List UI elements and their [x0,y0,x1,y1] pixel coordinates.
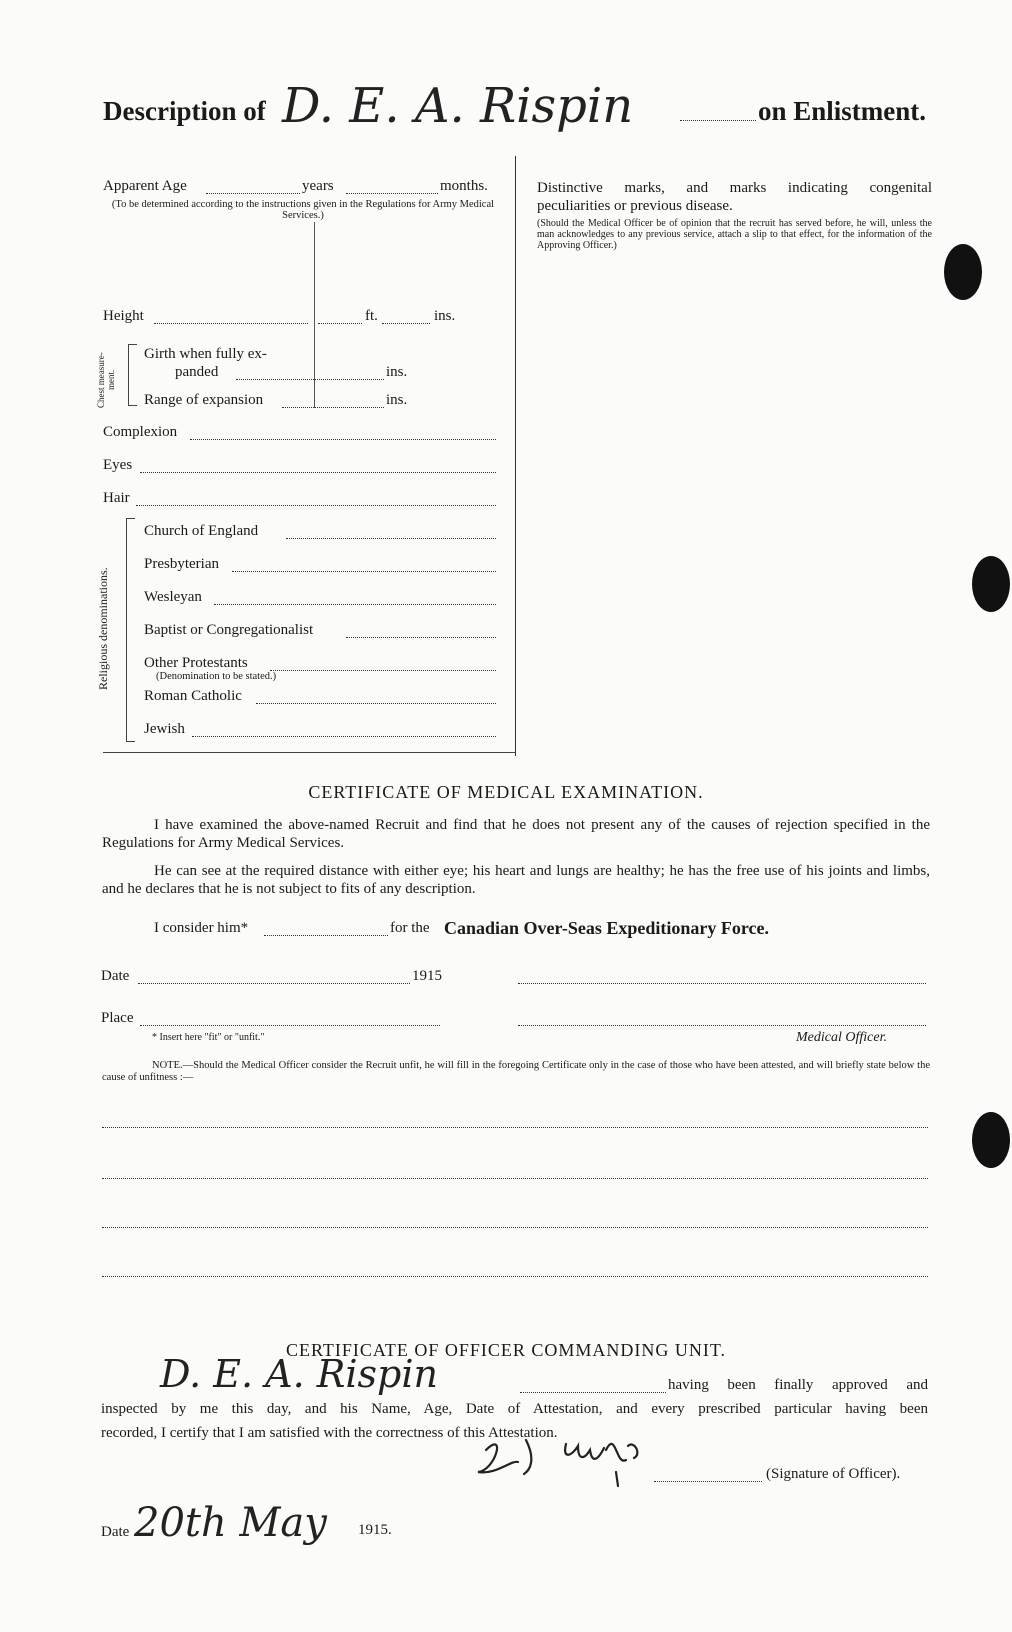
date-year: 1915 [412,968,442,984]
officer-signature-dots-1 [518,983,926,984]
punch-hole [972,556,1010,612]
medical-paragraph-1: I have examined the above-named Recruit and find that he does not present any of the causes of rejection specified in the Regulations for Army Medical Services. [102,817,930,851]
eyes-label: Eyes [103,457,133,473]
consider-label: I consider him* [154,920,249,936]
officer-signature-dots-2 [518,1025,926,1026]
hair-dots [136,505,496,506]
commanding-title: CERTIFICATE OF OFFICER COMMANDING UNIT. [285,1340,727,1360]
medical-paragraph-2: He can see at the required distance with either eye; his heart and lungs are healthy; he has the free use of his joints and limbs, and he declares that he is not subject to fits of any description. [102,863,930,897]
complexion-dots [190,439,496,440]
complexion-label: Complexion [103,424,178,440]
feet-label: ft. [365,308,378,324]
age-note: (To be determined according to the instructions given in the Regulations for Army Medical Services.) [111,199,495,221]
commanding-handwritten-name: D. E. A. Rispin [160,1352,438,1396]
medical-title: CERTIFICATE OF MEDICAL EXAMINATION. [308,782,704,802]
jewish-label: Jewish [144,721,185,737]
baptist-dots [346,637,496,638]
header-prefix: Description of [103,96,266,126]
unfitness-line-4 [102,1276,928,1277]
apparent-age-label: Apparent Age [103,178,187,194]
commanding-date-label: Date [101,1524,130,1540]
unfitness-line-3 [102,1227,928,1228]
inches-label: ins. [434,308,456,324]
other-protestants-label: Other Protestants [144,655,248,671]
girth-label-2: panded [175,364,219,380]
column-divider [515,156,516,756]
range-dots [282,407,384,408]
commanding-line-3: recorded, I certify that I am satisfied with the correctness of this Attestation. [101,1425,558,1441]
height-dots [154,323,308,324]
unfitness-line-1 [102,1127,928,1128]
months-label: months. [440,178,488,194]
feet-dots [318,323,362,324]
baptist-label: Baptist or Congregationalist [144,622,314,638]
chest-bracket [128,344,137,406]
medical-officer-label: Medical Officer. [796,1030,887,1045]
punch-hole [972,1112,1010,1168]
for-the-label: for the [390,920,430,936]
signature-dots [654,1481,762,1482]
commanding-name-dots [520,1392,666,1393]
range-ins: ins. [386,392,408,408]
church-label: Church of England [144,523,259,539]
consider-dots [264,935,388,936]
presbyterian-dots [232,571,496,572]
wesleyan-dots [214,604,496,605]
inches-dots [382,323,430,324]
other-protestants-dots [270,670,496,671]
girth-label-1: Girth when fully ex- [144,346,267,362]
force-label: Canadian Over-Seas Expeditionary Force. [444,918,769,938]
wesleyan-label: Wesleyan [144,589,202,605]
hair-label: Hair [103,490,130,506]
marks-line-2: peculiarities or previous disease. [537,198,733,214]
having-approved: having been finally approved and [668,1377,928,1393]
measurement-divider [314,222,315,408]
commanding-line-2: inspected by me this day, and his Name, Age, Date of Attestation, and every prescribed particular having been [101,1401,928,1417]
commanding-handwritten-date: 20th May [134,1500,327,1546]
date-dots [138,983,410,984]
place-label: Place [101,1010,134,1026]
religious-label: Religious denominations. [96,567,110,691]
header-suffix: on Enlistment. [758,96,927,126]
left-bottom-rule [103,752,515,753]
years-label: years [302,178,334,194]
marks-note: (Should the Medical Officer be of opinion that the recruit has served before, he will, unless the man acknowledges to any previous service, attach a slip to that effect, for the information of the Approving Officer.) [537,218,932,251]
chest-label: Chest measure-ment. [96,352,116,408]
girth-dots [236,379,384,380]
denomination-note: (Denomination to be stated.) [156,671,277,682]
eyes-dots [140,472,496,473]
insert-note: * Insert here "fit" or "unfit." [152,1032,265,1043]
girth-ins: ins. [386,364,408,380]
handwritten-name: D. E. A. Rispin [282,78,634,134]
signature-label: (Signature of Officer). [766,1466,901,1482]
height-label: Height [103,308,144,324]
punch-hole [944,244,982,300]
age-years-dots [206,193,300,194]
presbyterian-label: Presbyterian [144,556,219,572]
religion-bracket [126,518,135,742]
commanding-year: 1915. [358,1522,392,1538]
jewish-dots [192,736,496,737]
range-label: Range of expansion [144,392,264,408]
roman-catholic-label: Roman Catholic [144,688,242,704]
date-label: Date [101,968,130,984]
header-dots [680,120,756,121]
age-months-dots [346,193,438,194]
marks-line-1: Distinctive marks, and marks indicating congenital [537,180,932,196]
roman-catholic-dots [256,703,496,704]
unfit-note: NOTE.—Should the Medical Officer consider the Recruit unfit, he will fill in the foregoing Certificate only in the case of those who have been attested, and will briefly state below the cause of unfitness :— [102,1060,930,1083]
church-dots [286,538,496,539]
place-dots [140,1025,440,1026]
officer-signature [466,1420,666,1490]
unfitness-line-2 [102,1178,928,1179]
